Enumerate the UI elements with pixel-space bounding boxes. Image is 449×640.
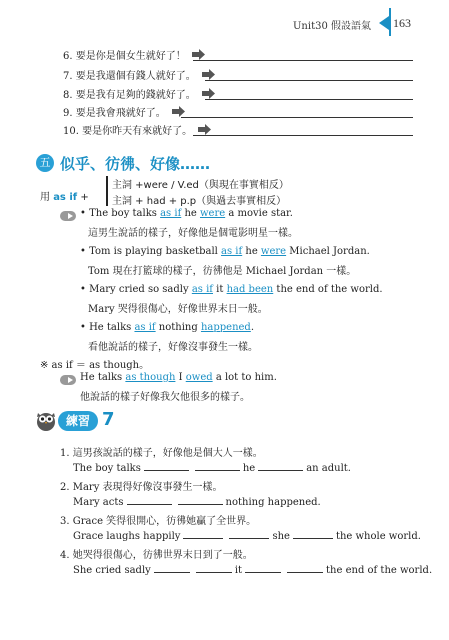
exercise-text: the end of the world. (326, 565, 433, 576)
question-10 (63, 122, 211, 137)
example-icon (60, 375, 76, 385)
example-keyword: as if (160, 208, 182, 219)
blank-field[interactable] (178, 504, 223, 505)
answer-line[interactable] (181, 117, 413, 118)
section-number-badge: 五 (36, 154, 54, 172)
arrow-icon (202, 88, 215, 99)
exercise-2 (60, 478, 321, 508)
example-text: a lot to him. (212, 372, 277, 383)
example-keyword: had been (226, 284, 274, 295)
exercise-1 (60, 444, 351, 474)
exercise-4 (60, 546, 432, 576)
formula-plus: + (80, 192, 89, 203)
example-4 (80, 322, 254, 333)
exercise-prompt: Grace 笑得很開心，彷彿她贏了全世界。 (72, 516, 257, 527)
blank-field[interactable] (258, 470, 303, 471)
exercise-prompt: 她哭得很傷心，彷彿世界末日到了一般。 (72, 550, 253, 561)
example-1 (80, 208, 293, 219)
formula-lead-text: 用 (40, 192, 50, 203)
blank-field[interactable] (245, 572, 281, 573)
formula-brace (106, 176, 108, 206)
practice-number: 7 (102, 409, 115, 430)
exercise-number: 4. (60, 550, 70, 561)
blank-field[interactable] (229, 538, 269, 539)
example-text: He talks (80, 372, 126, 383)
exercise-prompt: 這男孩說話的樣子，好像他是個大人一樣。 (72, 448, 263, 459)
example-icon (60, 211, 76, 221)
answer-line[interactable] (193, 135, 413, 136)
example-text: it (213, 284, 227, 295)
example-keyword: were (199, 208, 226, 219)
blank-field[interactable] (154, 572, 190, 573)
example-keyword: as if (221, 246, 243, 257)
example-text: nothing (155, 322, 201, 333)
example-3-translation: Mary 哭得很傷心，好像世界末日一般。 (88, 304, 268, 315)
question-8 (63, 86, 215, 101)
formula-keyword: as if (53, 192, 78, 203)
exercise-number: 2. (60, 482, 70, 493)
unit-title: Unit30 假設語氣 (293, 21, 371, 32)
exercise-number: 3. (60, 516, 70, 527)
example-keyword: happened (200, 322, 251, 333)
example-text: • Tom is playing basketball (80, 246, 222, 257)
example-text: he (181, 208, 200, 219)
page-header (0, 8, 449, 38)
question-text: 8. 要是我有足夠的錢就好了。 (63, 90, 196, 101)
exercise-prompt: Mary 表現得好像沒事發生一樣。 (72, 482, 223, 493)
question-text: 10. 要是你昨天有來就好了。 (63, 126, 193, 137)
example-keyword: as if (191, 284, 213, 295)
exercise-text: an adult. (306, 463, 351, 474)
exercise-text: he (242, 463, 256, 474)
example-text: Michael Jordan. (286, 246, 370, 257)
example-text: • Mary cried so sadly (80, 284, 192, 295)
answer-line[interactable] (205, 80, 413, 81)
answer-line[interactable] (205, 99, 413, 100)
arrow-icon (198, 124, 211, 135)
header-divider (389, 8, 391, 36)
example-2-translation: Tom 現在打籃球的樣子，彷彿他是 Michael Jordan 一樣。 (88, 266, 357, 277)
owl-icon (36, 409, 56, 431)
question-text: 7. 要是我還個有錢人就好了。 (63, 71, 196, 82)
question-text: 9. 要是我會飛就好了。 (63, 108, 166, 119)
exercise-3 (60, 512, 421, 542)
example-4-translation: 看他說話的樣子，好像沒事發生一樣。 (88, 342, 258, 353)
blank-field[interactable] (127, 504, 172, 505)
example-2 (80, 246, 370, 257)
example-text: he (242, 246, 261, 257)
exercise-text: She cried sadly (73, 565, 151, 576)
exercise-number: 1. (60, 448, 70, 459)
question-9 (63, 104, 185, 119)
page-number: 163 (393, 16, 411, 30)
note-example (80, 372, 277, 383)
example-text: • He talks (80, 322, 135, 333)
blank-field[interactable] (183, 538, 223, 539)
example-text: • The boy talks (80, 208, 161, 219)
exercise-text: the whole world. (335, 531, 421, 542)
formula-lead (40, 188, 89, 203)
exercise-text: Mary acts (73, 497, 124, 508)
exercise-text: she (272, 531, 290, 542)
formula-line-1: 主詞 +were / V.ed（與現在事實相反） (112, 180, 289, 191)
blank-field[interactable] (196, 572, 232, 573)
example-keyword: as if (134, 322, 156, 333)
example-keyword: as though (125, 372, 176, 383)
question-text: 6. 要是你是個女生就好了！ (63, 51, 186, 62)
example-text: the end of the world. (273, 284, 383, 295)
arrow-icon (202, 69, 215, 80)
blank-field[interactable] (144, 470, 189, 471)
answer-line[interactable] (193, 60, 413, 61)
blank-field[interactable] (195, 470, 240, 471)
exercise-text: Grace laughs happily (73, 531, 181, 542)
example-keyword: owed (185, 372, 213, 383)
note-text: ※ as if ＝ as though。 (40, 360, 150, 371)
blank-field[interactable] (287, 572, 323, 573)
example-text: I (175, 372, 186, 383)
section-title: 似乎、彷彿、好像…… (60, 155, 211, 173)
example-1-translation: 這男生說話的樣子，好像他是個電影明星一樣。 (88, 228, 298, 239)
question-6 (63, 47, 205, 62)
blank-field[interactable] (293, 538, 333, 539)
question-7 (63, 67, 215, 82)
note-example-translation: 他說話的樣子好像我欠他很多的樣子。 (80, 392, 250, 403)
header-triangle-icon (379, 16, 389, 30)
example-text: a movie star. (225, 208, 293, 219)
example-keyword: were (260, 246, 287, 257)
practice-label: 練習 (58, 411, 98, 431)
arrow-icon (192, 49, 205, 60)
exercise-text: nothing happened. (225, 497, 321, 508)
formula-line-2: 主詞 + had + p.p（與過去事實相反） (112, 196, 287, 207)
example-text: . (250, 322, 255, 333)
exercise-text: it (234, 565, 243, 576)
arrow-icon (172, 106, 185, 117)
example-3 (80, 284, 383, 295)
exercise-text: The boy talks (73, 463, 141, 474)
